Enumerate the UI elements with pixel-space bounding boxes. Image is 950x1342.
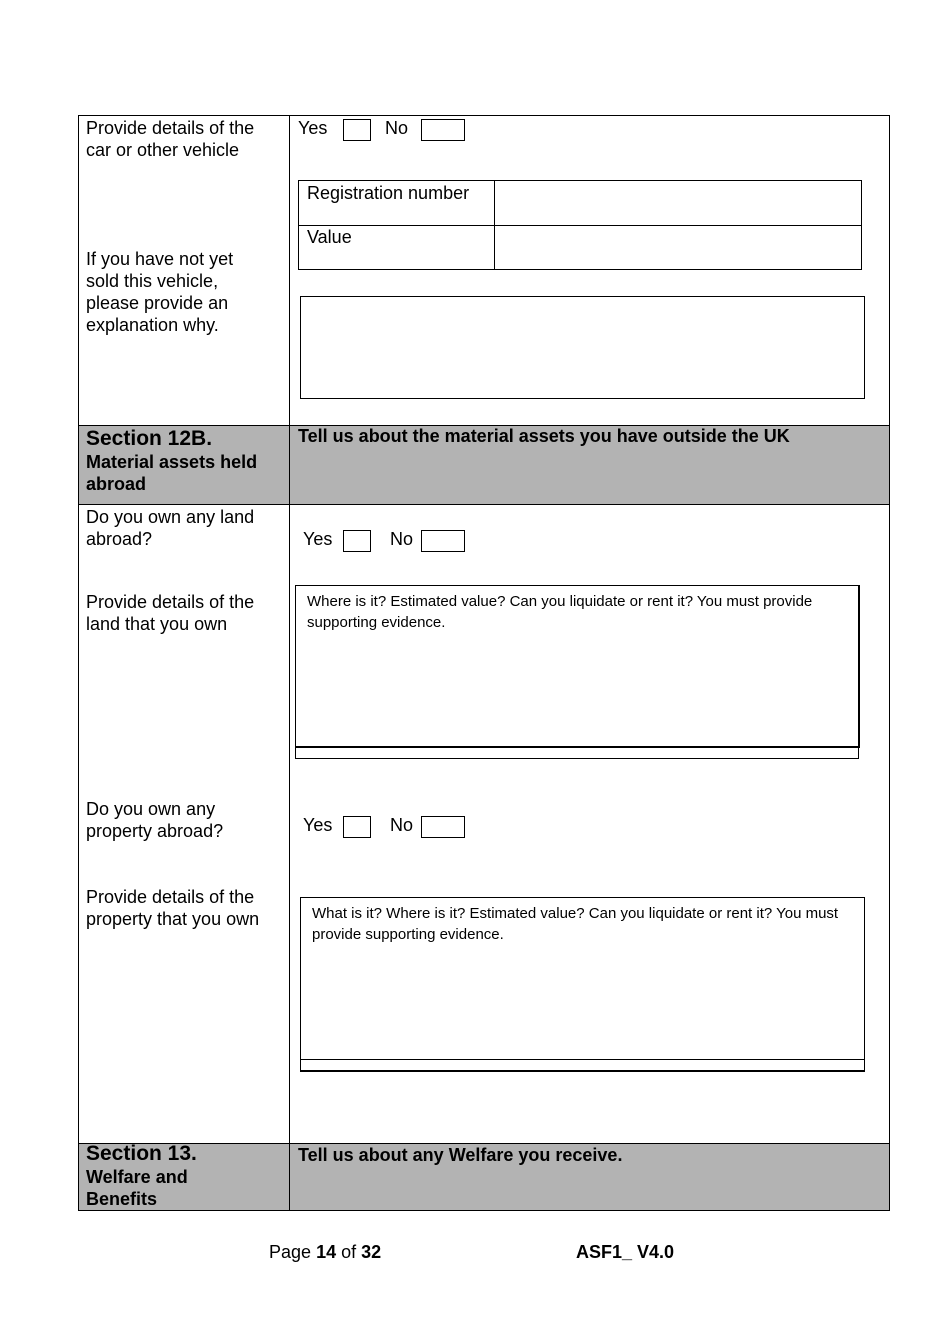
section-12b-heading: Tell us about the material assets you have outside the UK — [298, 426, 790, 446]
property-no-label: No — [390, 815, 414, 835]
page-number — [269, 1241, 381, 1263]
property-abroad-question: Do you own any property abroad? — [86, 799, 224, 841]
vehicle-value-field[interactable] — [496, 226, 861, 269]
property-details-label: Provide details of the property that you own — [86, 887, 260, 929]
property-yes-checkbox[interactable] — [343, 816, 371, 838]
land-no-label: No — [390, 529, 414, 549]
vehicle-value-label: Value — [307, 227, 352, 247]
page-total: 32 — [361, 1242, 382, 1262]
page-prefix: Page — [269, 1242, 312, 1262]
section-13-number: Section 13. — [86, 1142, 197, 1165]
section-13-title: Welfare and Benefits — [86, 1167, 188, 1209]
vehicle-not-sold-question: If you have not yet sold this vehicle, please provide an explanation why. — [86, 249, 234, 335]
land-no-checkbox[interactable] — [421, 530, 465, 552]
vehicle-no-label: No — [385, 118, 409, 138]
vehicle-question: Provide details of the car or other vehicle — [86, 118, 255, 160]
table-column-divider — [289, 115, 290, 1211]
property-yes-label: Yes — [303, 815, 333, 835]
property-details-field-underline — [300, 1059, 865, 1072]
table-top-border — [78, 115, 890, 116]
vehicle-no-checkbox[interactable] — [421, 119, 465, 141]
vehicle-yes-label: Yes — [298, 118, 328, 138]
table-bottom-border — [78, 1210, 890, 1211]
land-details-hint: Where is it? Estimated value? Can you liquidate or rent it? You must provide supporting evidence. — [307, 593, 813, 631]
land-abroad-question: Do you own any land abroad? — [86, 507, 255, 549]
document-code: ASF1_ V4.0 — [576, 1242, 675, 1262]
land-yes-label: Yes — [303, 529, 333, 549]
property-no-checkbox[interactable] — [421, 816, 465, 838]
page-of: of — [341, 1242, 357, 1262]
table-left-border — [78, 115, 79, 1211]
land-details-field-underline — [295, 747, 859, 759]
registration-number-label: Registration number — [307, 183, 470, 203]
section-12b-number: Section 12B. — [86, 427, 213, 450]
vehicle-yes-checkbox[interactable] — [343, 119, 371, 141]
registration-number-field[interactable] — [496, 181, 861, 224]
table-right-border — [889, 115, 890, 1211]
section-13-heading: Tell us about any Welfare you receive. — [298, 1145, 623, 1165]
section-12b-title: Material assets held abroad — [86, 452, 258, 494]
land-yes-checkbox[interactable] — [343, 530, 371, 552]
vehicle-not-sold-explanation-field[interactable] — [300, 296, 865, 399]
table-divider-12b-bottom — [78, 504, 890, 505]
property-details-hint: What is it? Where is it? Estimated value? Can you liquidate or rent it? You must provide supporting evidence. — [312, 905, 839, 943]
land-details-label: Provide details of the land that you own — [86, 592, 255, 634]
page-current: 14 — [316, 1242, 337, 1262]
